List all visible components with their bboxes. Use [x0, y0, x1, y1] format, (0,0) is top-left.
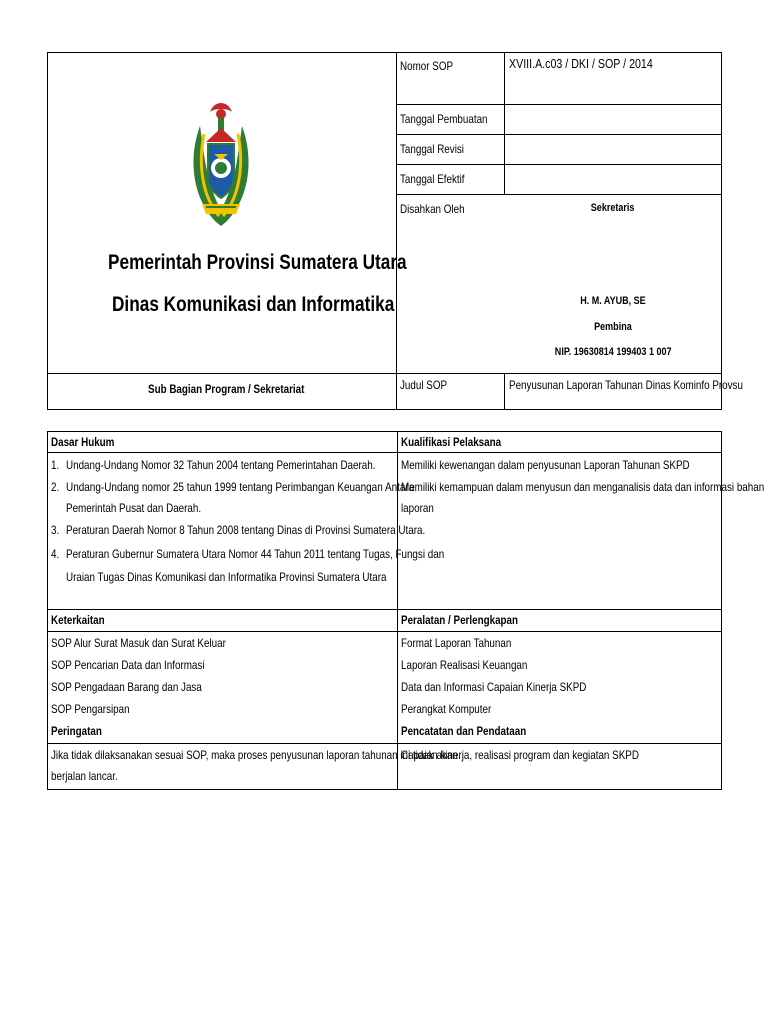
provincial-emblem-icon — [190, 98, 252, 232]
peralatan-item: Format Laporan Tahunan — [401, 636, 512, 650]
kualifikasi-line-1: Memiliki kewenangan dalam penyusunan Laporan Tahunan SKPD — [401, 458, 690, 472]
pencatatan-line-1: Capaian kinerja, realisasi program dan kegiatan SKPD — [401, 748, 639, 762]
peralatan-item: Laporan Realisasi Keuangan — [401, 658, 528, 672]
keterkaitan-item: SOP Pencarian Data dan Informasi — [51, 658, 205, 672]
dasar-hukum-heading: Dasar Hukum — [51, 435, 115, 449]
nomor-sop-label: Nomor SOP — [400, 59, 454, 73]
judul-sop-label: Judul SOP — [400, 378, 448, 392]
dasar-hukum-num-2: 2. — [51, 480, 60, 494]
tanggal-pembuatan-label: Tanggal Pembuatan — [400, 112, 488, 126]
peralatan-item: Data dan Informasi Capaian Kinerja SKPD — [401, 680, 587, 694]
pencatatan-heading: Pencatatan dan Pendataan — [401, 724, 527, 738]
peringatan-heading: Peringatan — [51, 724, 102, 738]
dasar-hukum-item-2: Undang-Undang nomor 25 tahun 1999 tentang Perimbangan Keuangan Antara — [66, 480, 415, 494]
dasar-hukum-item-3: Peraturan Daerah Nomor 8 Tahun 2008 tentang Dinas di Provinsi Sumatera Utara. — [66, 523, 426, 537]
unit-label: Sub Bagian Program / Sekretariat — [148, 382, 305, 396]
approver-nip: NIP. 19630814 199403 1 007 — [554, 346, 672, 358]
kualifikasi-heading: Kualifikasi Pelaksana — [401, 435, 502, 449]
dasar-hukum-num-4: 4. — [51, 547, 60, 561]
peralatan-item: Perangkat Komputer — [401, 702, 492, 716]
peralatan-heading: Peralatan / Perlengkapan — [401, 613, 519, 627]
disahkan-oleh-label: Disahkan Oleh — [400, 202, 465, 216]
tanggal-efektif-label: Tanggal Efektif — [400, 172, 465, 186]
dasar-hukum-item-4: Peraturan Gubernur Sumatera Utara Nomor 44 Tahun 2011 tentang Tugas, Fungsi dan — [66, 547, 445, 561]
keterkaitan-heading: Keterkaitan — [51, 613, 105, 627]
dasar-hukum-num-1: 1. — [51, 458, 60, 472]
keterkaitan-item: SOP Alur Surat Masuk dan Surat Keluar — [51, 636, 226, 650]
approver-name: H. M. AYUB, SE — [580, 295, 646, 307]
dasar-hukum-item-1: Undang-Undang Nomor 32 Tahun 2004 tentang Pemerintahan Daerah. — [66, 458, 376, 472]
org-name: Pemerintah Provinsi Sumatera Utara — [108, 251, 407, 274]
keterkaitan-item: SOP Pengarsipan — [51, 702, 130, 716]
peringatan-line-1: Jika tidak dilaksanakan sesuai SOP, maka proses penyusunan laporan tahunan ini tidak akan — [51, 748, 458, 762]
kualifikasi-line-2: Memiliki kemampuan dalam menyusun dan menganalisis data dan informasi bahan — [401, 480, 765, 494]
dasar-hukum-num-3: 3. — [51, 523, 60, 537]
judul-sop-value: Penyusunan Laporan Tahunan Dinas Kominfo Provsu — [509, 378, 743, 392]
kualifikasi-line-3: laporan — [401, 501, 434, 515]
tanggal-revisi-label: Tanggal Revisi — [400, 142, 464, 156]
dasar-hukum-item-2-cont: Pemerintah Pusat dan Daerah. — [66, 501, 202, 515]
dept-name: Dinas Komunikasi dan Informatika — [112, 293, 395, 316]
approver-rank: Pembina — [594, 321, 632, 333]
dasar-hukum-item-4-cont: Uraian Tugas Dinas Komunikasi dan Informatika Provinsi Sumatera Utara — [66, 570, 387, 584]
nomor-sop-value: XVIII.A.c03 / DKI / SOP / 2014 — [509, 56, 653, 71]
keterkaitan-item: SOP Pengadaan Barang dan Jasa — [51, 680, 202, 694]
peringatan-line-2: berjalan lancar. — [51, 769, 118, 783]
approver-position: Sekretaris — [591, 202, 635, 214]
